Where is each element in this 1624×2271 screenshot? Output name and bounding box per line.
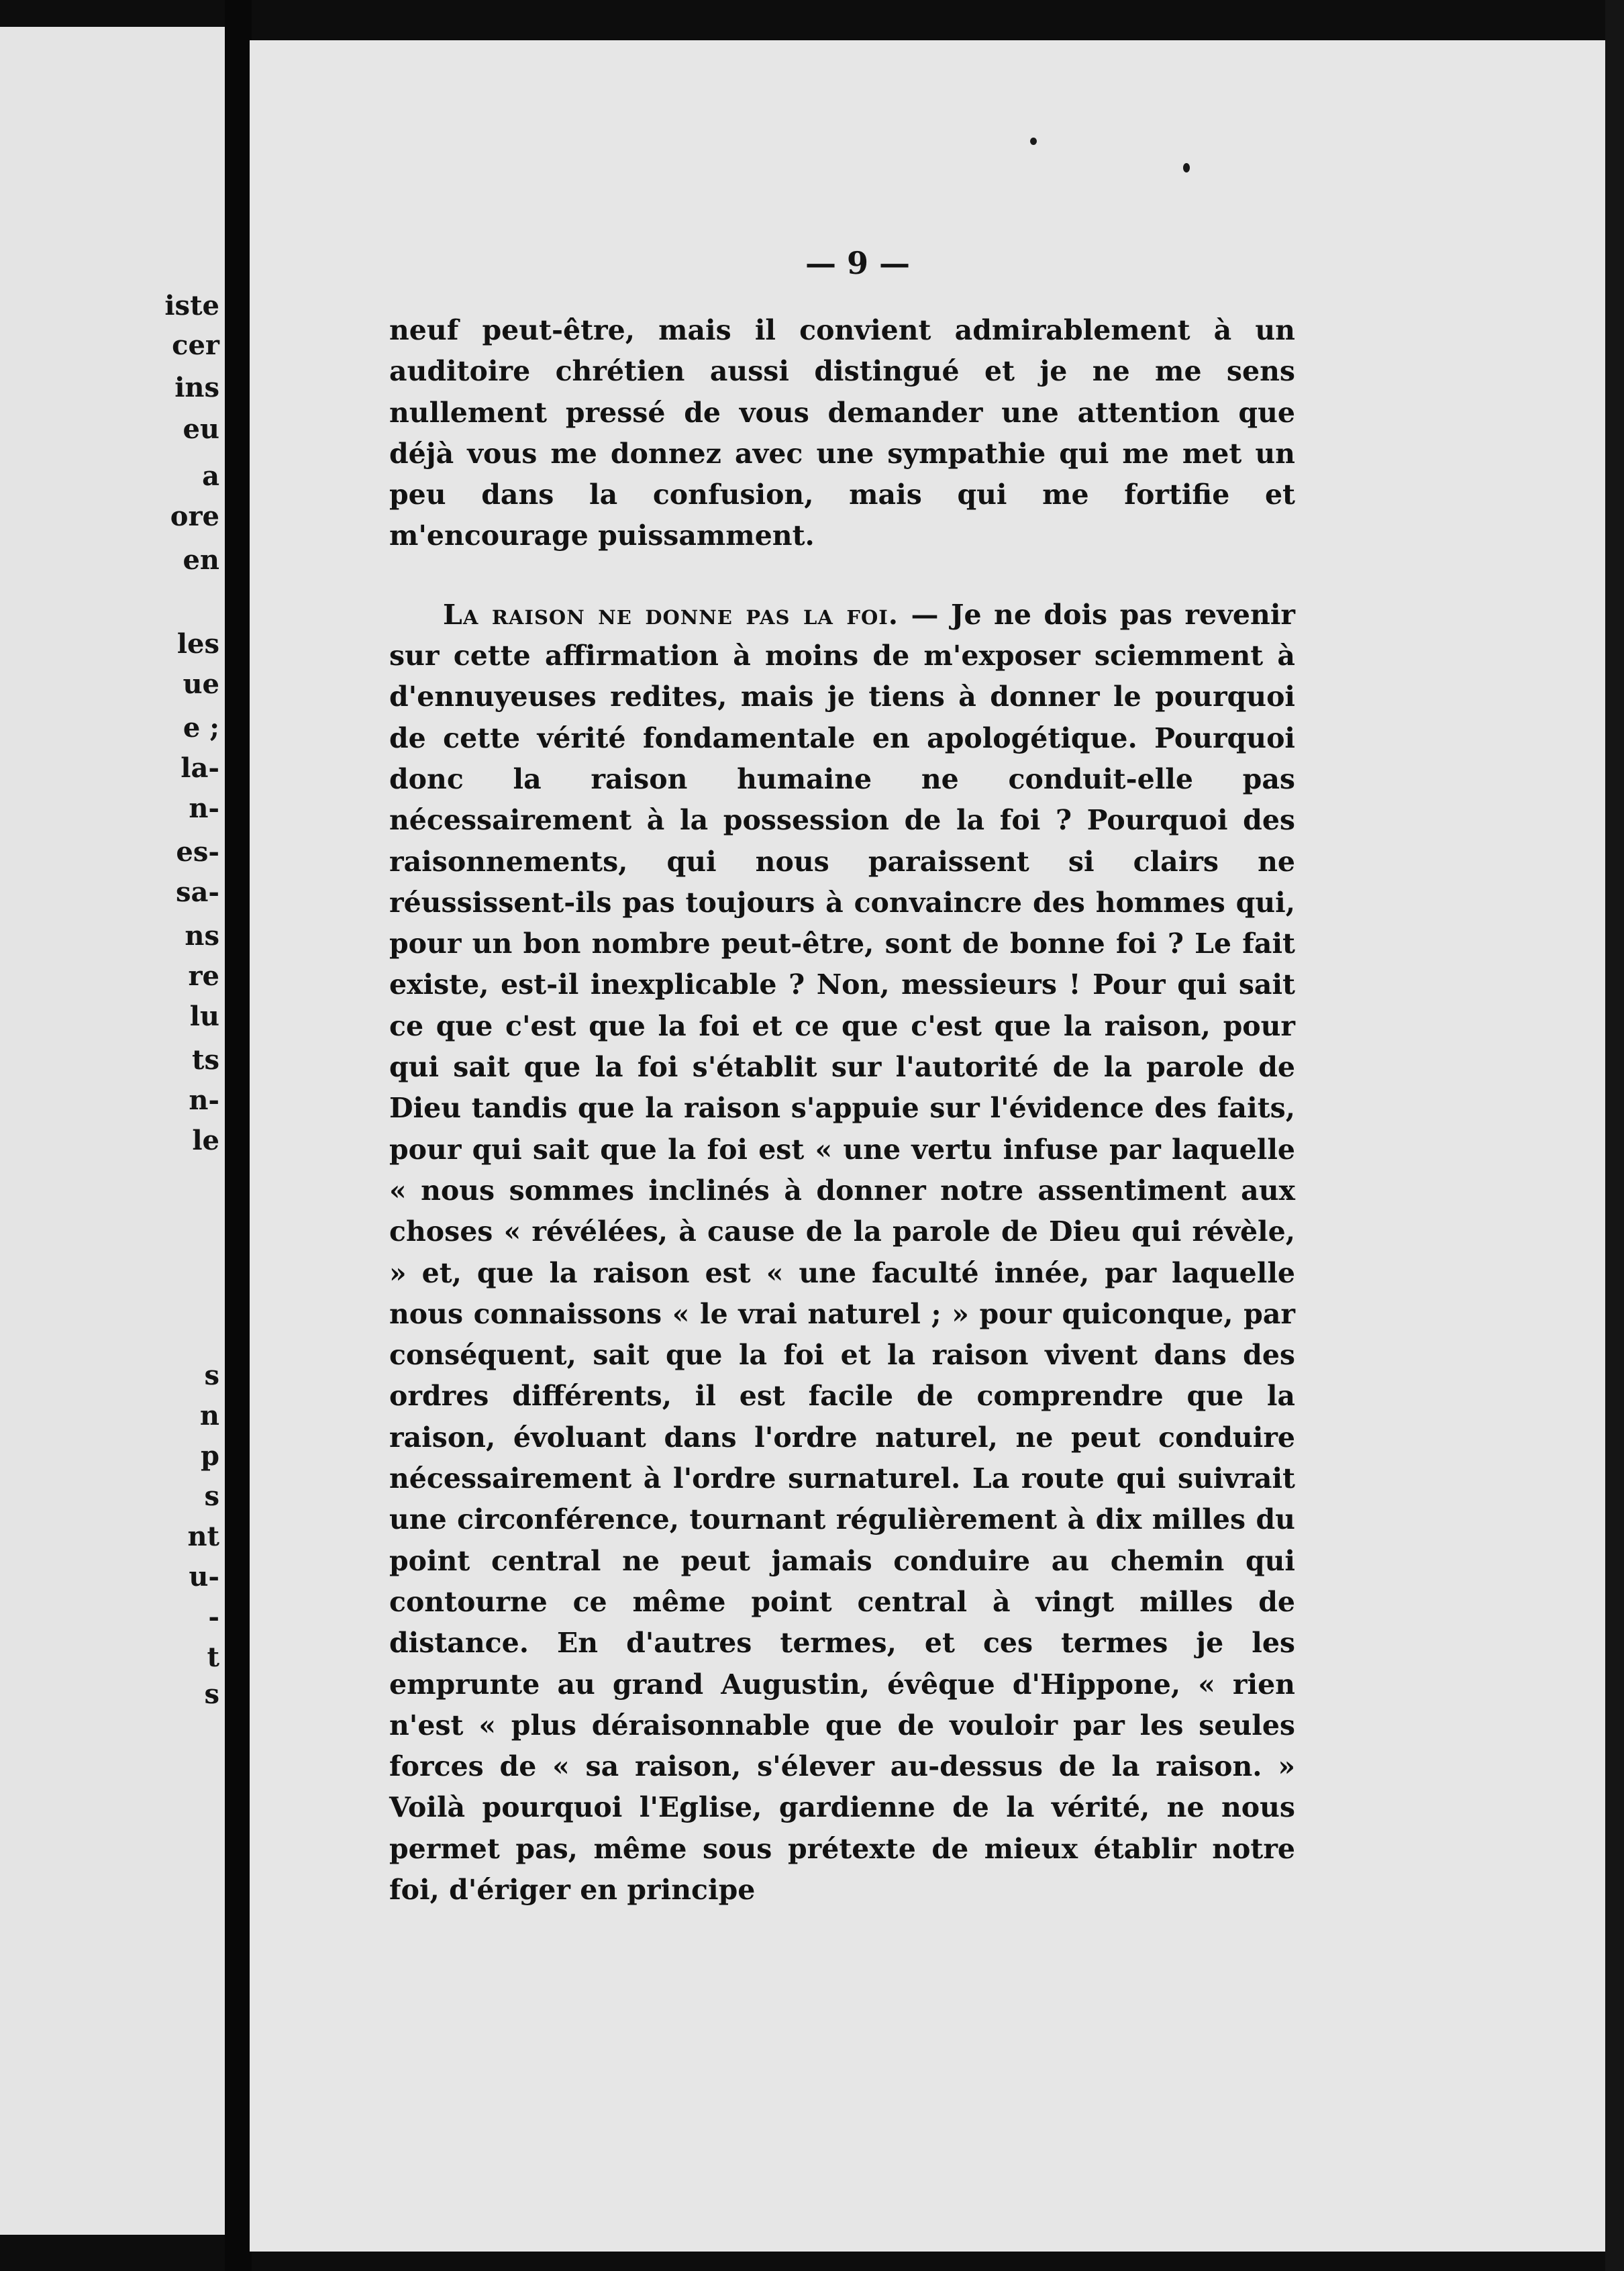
ink-speck — [1030, 138, 1037, 145]
paragraph — [389, 595, 1295, 1911]
left-page-fragment: s — [204, 1480, 219, 1512]
section-heading: La raison ne donne pas la foi. — [443, 598, 899, 631]
left-page-fragment: nt — [187, 1521, 219, 1552]
page-number: — 9 — — [805, 245, 911, 281]
left-facing-page — [0, 27, 225, 2235]
left-page-fragment: a — [202, 460, 219, 492]
left-page-fragment: le — [192, 1125, 219, 1156]
left-page-fragment: iste — [164, 290, 219, 321]
left-page-fragment: n- — [189, 793, 219, 824]
left-page-fragment: ue — [183, 668, 219, 700]
left-page-fragment: e ; — [183, 712, 219, 744]
ink-speck — [1183, 163, 1190, 172]
left-page-fragment: es- — [176, 836, 219, 868]
left-page-fragment: eu — [183, 413, 219, 445]
body-text — [389, 310, 1295, 1911]
left-page-fragment: re — [188, 960, 219, 992]
left-page-fragment: cer — [172, 330, 219, 361]
left-page-fragment: n- — [189, 1084, 219, 1116]
left-page-fragment: en — [183, 544, 219, 576]
left-page-fragment: ore — [170, 501, 219, 532]
paragraph-text: — Je ne dois pas revenir sur cette affirmation à moins de m'exposer sciemment à d'ennuyeuses redites, mais je tiens à donner le pourquoi de cette vérité fondamentale en apologétique. Pourquoi donc la raison humaine ne conduit-elle pas nécessairement à la possession de la foi ? Pourquoi des raisonnements, qui nous paraissent si clairs ne réussissent-ils pas toujours à convaincre des hommes qui, pour un bon nombre peut-être, sont de bonne foi ? Le fait existe, est-il inexplicable ? Non, messieurs ! Pour qui sait ce que c'est que la foi et ce que c'est que la raison, pour qui sait que la foi s'établit sur l'autorité de la parole de Dieu tandis que la raison s'appuie sur l'évidence des faits, pour qui sait que la foi est « une vertu infuse par laquelle « nous sommes inclinés à donner notre assentiment aux choses « révélées, à cause de la parole de Dieu qui révèle, » et, que la raison est « une faculté innée, par laquelle nous connaissons « le vrai naturel ; » pour quiconque, par conséquent, sait que la foi et la raison vivent dans des ordres différents, il est facile de comprendre que la raison, évoluant dans l'ordre naturel, ne peut conduire nécessairement à l'ordre surnaturel. La route qui suivrait une circonférence, tournant régulièrement à dix milles du point central ne peut jamais conduire au chemin qui contourne ce même point central à vingt milles de distance. En d'autres termes, et ces termes je les emprunte au grand Augustin, évêque d'Hippone, « rien n'est « plus déraisonnable que de vouloir par les seules forces de « sa raison, s'élever au-dessus de la raison. » Voilà pourquoi l'Eglise, gardienne de la vérité, ne nous permet pas, même sous prétexte de mieux établir notre foi, d'ériger en principe — [389, 598, 1295, 1906]
page-edge-shadow — [1605, 0, 1624, 2271]
left-page-fragment: ts — [192, 1044, 219, 1076]
left-page-fragment: p — [201, 1440, 219, 1472]
book-gutter — [225, 0, 252, 2271]
left-page-fragment: lu — [189, 1001, 219, 1032]
left-page-fragment: la- — [181, 752, 219, 784]
left-page-fragment: ns — [185, 920, 219, 952]
paragraph: neuf peut-être, mais il convient admirablement à un auditoire chrétien aussi distingué et je ne me sens nullement pressé de vous demander une attention que déjà vous me donnez avec une sympathie qui me met un peu dans la confusion, mais qui me fortifie et m'encourage puissamment. — [389, 314, 1295, 552]
left-page-fragment: - — [208, 1601, 219, 1633]
left-page-fragment: les — [176, 628, 219, 660]
left-page-fragment: ins — [174, 372, 219, 403]
left-page-fragment: n — [199, 1400, 219, 1431]
left-page-fragment: u- — [189, 1561, 219, 1593]
left-page-fragment: t — [207, 1642, 219, 1673]
left-page-fragment: s — [204, 1360, 219, 1391]
left-page-fragment: s — [204, 1678, 219, 1710]
left-page-fragment: sa- — [175, 876, 219, 908]
